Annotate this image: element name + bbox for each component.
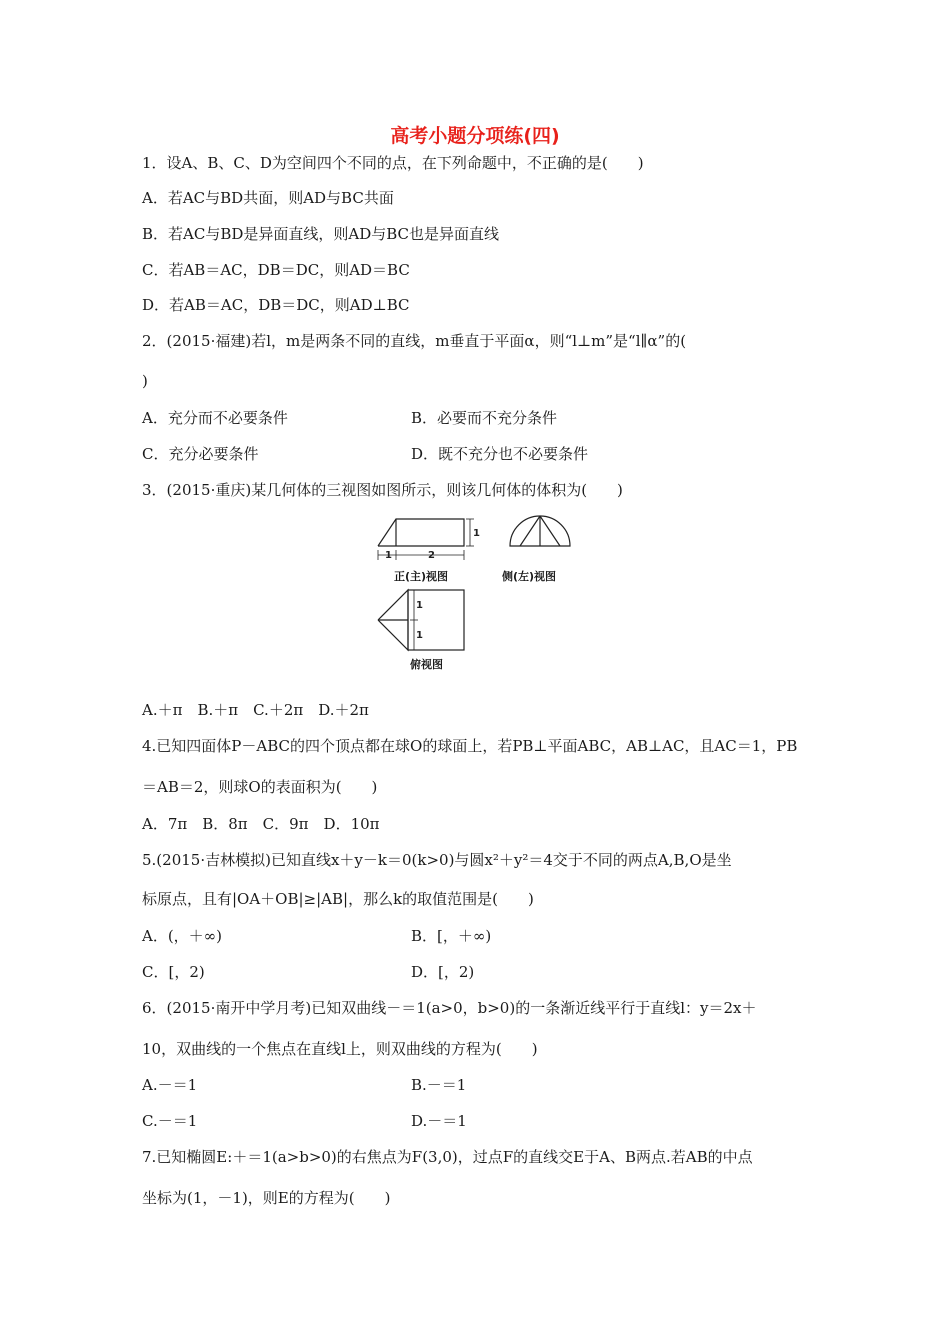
three-view-drawing — [370, 500, 590, 670]
q2-stem-line2: ) — [142, 372, 148, 390]
three-view-figure — [370, 500, 590, 670]
q1-stem: 1．设A、B、C、D为空间四个不同的点，在下列命题中，不正确的是( ) — [142, 154, 644, 172]
q2-stem-line1: 2．(2015·福建)若l，m是两条不同的直线，m垂直于平面α，则“l⊥m”是“l∥α”的( — [142, 332, 687, 350]
q7-stem-line1: 7.已知椭圆E:＋＝1(a>b>0)的右焦点为F(3,0)，过点F的直线交E于A、B两点.若AB的中点 — [142, 1148, 753, 1166]
q1-option-b: B．若AC与BD是异面直线，则AD与BC也是异面直线 — [142, 225, 500, 243]
page-title: 高考小题分项练(四) — [390, 125, 560, 147]
q5-option-c: C．[，2) — [142, 963, 205, 981]
q6-option-d: D.－＝1 — [411, 1112, 467, 1130]
q2-option-d: D．既不充分也不必要条件 — [411, 445, 589, 463]
side-view-label: 侧(左)视图 — [502, 570, 557, 583]
q5-stem-line1: 5.(2015·吉林模拟)已知直线x＋y－k＝0(k>0)与圆x²＋y²＝4交于不同的两点A,B,O是坐 — [142, 851, 732, 869]
q3-stem: 3．(2015·重庆)某几何体的三视图如图所示，则该几何体的体积为( ) — [142, 481, 623, 499]
q4-stem-line1: 4.已知四面体P－ABC的四个顶点都在球O的球面上，若PB⊥平面ABC，AB⊥AC，且AC＝1，PB — [142, 737, 798, 755]
q5-option-a: A．(，＋∞) — [142, 927, 223, 945]
q6-stem-line2: 10，双曲线的一个焦点在直线l上，则双曲线的方程为( ) — [142, 1040, 538, 1058]
dim-label-1-height: 1 — [473, 528, 480, 539]
q1-option-a: A．若AC与BD共面，则AD与BC共面 — [142, 189, 394, 207]
q3-options: A.＋π B.＋π C.＋2π D.＋2π — [142, 701, 369, 719]
q2-option-b: B．必要而不充分条件 — [411, 409, 558, 427]
q2-option-a: A．充分而不必要条件 — [142, 409, 288, 427]
front-view-label: 正(主)视图 — [394, 570, 449, 583]
q5-option-b: B．[，＋∞) — [411, 927, 492, 945]
q2-option-c: C．充分必要条件 — [142, 445, 259, 463]
q6-stem-line1: 6．(2015·南开中学月考)已知双曲线－＝1(a>0，b>0)的一条渐近线平行于直线l：y＝2x＋ — [142, 999, 757, 1017]
q1-option-d: D．若AB＝AC，DB＝DC，则AD⊥BC — [142, 296, 410, 314]
dim-label-1-top-b: 1 — [416, 630, 423, 641]
q6-option-c: C.－＝1 — [142, 1112, 198, 1130]
q7-stem-line2: 坐标为(1，－1)，则E的方程为( ) — [142, 1189, 391, 1207]
q6-option-a: A.－＝1 — [142, 1076, 198, 1094]
q1-option-c: C．若AB＝AC，DB＝DC，则AD＝BC — [142, 261, 410, 279]
dim-label-1-top-a: 1 — [416, 600, 423, 611]
q6-option-b: B.－＝1 — [411, 1076, 467, 1094]
q4-stem-line2: ＝AB＝2，则球O的表面积为( ) — [142, 778, 378, 796]
top-view-label: 俯视图 — [410, 658, 443, 671]
q5-option-d: D．[，2) — [411, 963, 475, 981]
dim-label-2-front: 2 — [428, 550, 435, 561]
q5-stem-line2: 标原点，且有|OA＋OB|≥|AB|，那么k的取值范围是( ) — [142, 890, 534, 908]
dim-label-1-front: 1 — [385, 550, 392, 561]
q4-options: A．7π B．8π C．9π D．10π — [142, 815, 380, 833]
